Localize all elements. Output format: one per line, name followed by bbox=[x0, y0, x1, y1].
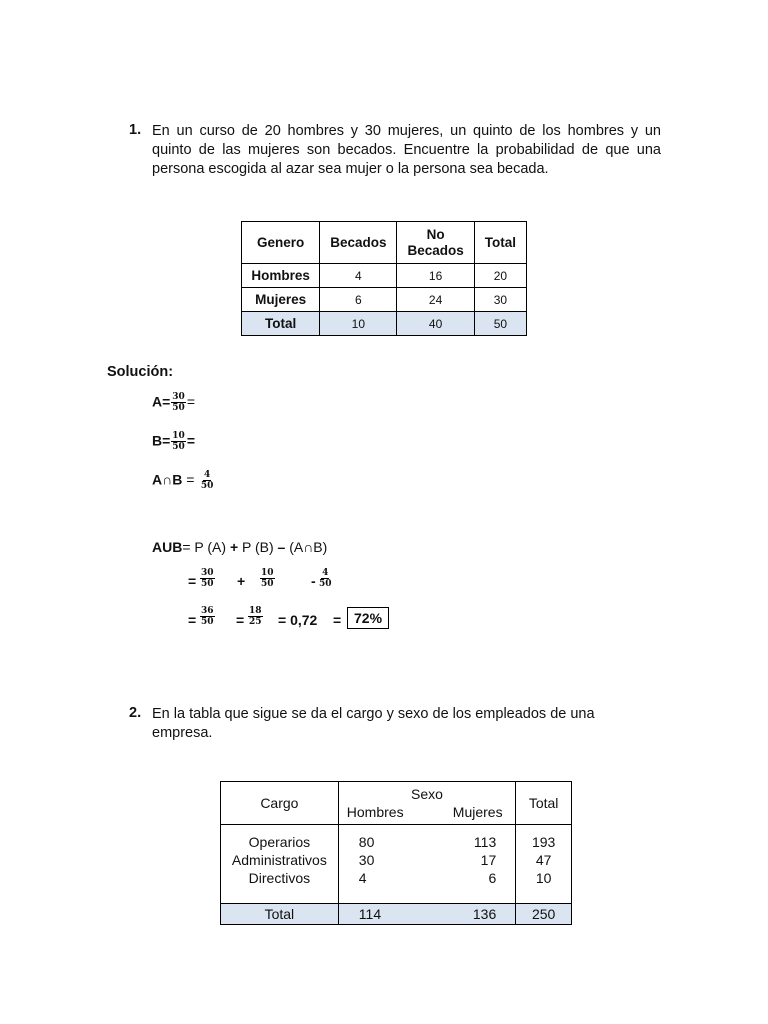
eq-intersection bbox=[152, 470, 215, 491]
result-box: 72% bbox=[347, 607, 389, 629]
denominator: 50 bbox=[319, 579, 332, 589]
hombres-cell: 30 bbox=[358, 852, 375, 868]
problem-2-number: 2. bbox=[129, 705, 142, 721]
eq-a-label: A= bbox=[152, 393, 171, 410]
total-cell: 193 bbox=[531, 834, 556, 850]
total-column bbox=[516, 825, 572, 904]
header-sexo bbox=[338, 782, 515, 825]
hombres-label: Hombres bbox=[346, 804, 404, 820]
header-total: Total bbox=[516, 782, 572, 825]
fraction bbox=[200, 470, 215, 491]
line3-decimal: = 0,72 bbox=[278, 612, 318, 628]
table-body-row bbox=[221, 825, 572, 904]
cell: 50 bbox=[474, 312, 526, 336]
line3-equals-2: = bbox=[236, 612, 245, 628]
cell: 24 bbox=[397, 288, 474, 312]
table-row bbox=[339, 869, 515, 887]
header-total: Total bbox=[474, 222, 526, 264]
header-cargo: Cargo bbox=[221, 782, 339, 825]
hombres-cell: 4 bbox=[358, 870, 367, 886]
row-label: Hombres bbox=[242, 264, 320, 288]
sexo-column bbox=[338, 825, 515, 904]
table-row bbox=[339, 833, 515, 851]
eq-b-tail: = bbox=[186, 432, 196, 449]
cell: 10 bbox=[320, 312, 397, 336]
table-row bbox=[242, 264, 527, 288]
cell: 6 bbox=[320, 288, 397, 312]
grand-total: 250 bbox=[516, 904, 572, 925]
line2-fraction-2 bbox=[259, 568, 276, 589]
denominator: 50 bbox=[172, 403, 185, 413]
table-total-row bbox=[242, 312, 527, 336]
line3-equals-3: = bbox=[333, 612, 342, 628]
union-formula-3: (A∩B) bbox=[285, 539, 328, 555]
mujeres-cell: 6 bbox=[488, 870, 497, 886]
header-no-becados-text: No Becados bbox=[407, 226, 464, 258]
problem-1-text: En un curso de 20 hombres y 30 mujeres, un quinto de los hombres y un quinto de las mujeres son becados. Encuentre la probabilidad de que una persona escogida al azar sea mujer o la persona sea becada. bbox=[152, 123, 661, 177]
eq-ab-equals: = bbox=[182, 471, 195, 488]
solution-heading: Solución: bbox=[107, 364, 174, 380]
plus-sign: + bbox=[229, 539, 239, 555]
denominator: 50 bbox=[200, 481, 214, 491]
hombres-cell: 80 bbox=[358, 834, 375, 850]
cell: 16 bbox=[397, 264, 474, 288]
numerator: 10 bbox=[261, 568, 274, 578]
header-becados: Becados bbox=[320, 222, 397, 264]
eq-a-tail: = bbox=[186, 393, 196, 410]
denominator: 25 bbox=[249, 617, 262, 627]
total-label: Total bbox=[221, 904, 339, 925]
cell: 20 bbox=[474, 264, 526, 288]
total-hombres: 114 bbox=[358, 906, 382, 922]
eq-ab-label: A∩B bbox=[152, 471, 183, 488]
table-row bbox=[242, 288, 527, 312]
cargo-cell: Directivos bbox=[248, 870, 311, 886]
row-label: Mujeres bbox=[242, 288, 320, 312]
numerator: 18 bbox=[249, 606, 262, 616]
header-no-becados bbox=[397, 222, 474, 264]
fraction bbox=[171, 392, 186, 413]
line2-fraction-1 bbox=[199, 568, 216, 589]
fraction bbox=[200, 568, 215, 589]
total-cell: 47 bbox=[535, 852, 552, 868]
problem-1-number: 1. bbox=[129, 122, 142, 138]
line2-minus: - bbox=[311, 573, 316, 589]
numerator: 10 bbox=[172, 431, 185, 441]
table-header-row bbox=[221, 782, 572, 825]
line3-fraction-2 bbox=[247, 606, 264, 627]
row-label: Total bbox=[242, 312, 320, 336]
denominator: 50 bbox=[201, 579, 214, 589]
fraction bbox=[248, 606, 263, 627]
line3-fraction-1 bbox=[199, 606, 216, 627]
denominator: 50 bbox=[261, 579, 274, 589]
sexo-label: Sexo bbox=[411, 786, 443, 802]
fraction bbox=[318, 568, 333, 589]
eq-b bbox=[152, 431, 195, 452]
fraction bbox=[200, 606, 215, 627]
numerator: 4 bbox=[204, 470, 211, 480]
mujeres-cell: 17 bbox=[480, 852, 497, 868]
denominator: 50 bbox=[201, 617, 214, 627]
cell: 30 bbox=[474, 288, 526, 312]
cargo-cell: Administrativos bbox=[231, 852, 327, 868]
table-row bbox=[339, 851, 515, 869]
header-genero: Genero bbox=[242, 222, 320, 264]
cargo-column bbox=[221, 825, 339, 904]
total-cell: 10 bbox=[535, 870, 552, 886]
numerator: 30 bbox=[201, 568, 214, 578]
union-formula-1: = P (A) bbox=[182, 539, 230, 555]
mujeres-cell: 113 bbox=[473, 834, 497, 850]
fraction bbox=[171, 431, 186, 452]
cargo-cell: Operarios bbox=[248, 834, 311, 850]
union-formula-2: P (B) bbox=[238, 539, 278, 555]
scholarship-table bbox=[241, 221, 527, 336]
eq-b-label: B= bbox=[152, 432, 171, 449]
eq-union bbox=[152, 539, 327, 555]
employees-table bbox=[220, 781, 572, 925]
fraction bbox=[260, 568, 275, 589]
total-sexo-cell bbox=[338, 904, 515, 925]
cell: 40 bbox=[397, 312, 474, 336]
numerator: 4 bbox=[322, 568, 329, 578]
problem-2-text: En la tabla que sigue se da el cargo y sexo de los empleados de una empresa. bbox=[152, 706, 595, 741]
cell: 4 bbox=[320, 264, 397, 288]
minus-sign: – bbox=[277, 539, 286, 555]
numerator: 30 bbox=[172, 392, 185, 402]
line2-fraction-3 bbox=[317, 568, 334, 589]
eq-a bbox=[152, 392, 195, 413]
line2-plus: + bbox=[237, 573, 246, 589]
table-total-row bbox=[221, 904, 572, 925]
table-header-row bbox=[242, 222, 527, 264]
total-mujeres: 136 bbox=[472, 906, 497, 922]
mujeres-label: Mujeres bbox=[452, 804, 503, 820]
numerator: 36 bbox=[201, 606, 214, 616]
denominator: 50 bbox=[172, 442, 185, 452]
line3-equals-1: = bbox=[188, 612, 197, 628]
line2-equals: = bbox=[188, 573, 197, 589]
union-label: AUB bbox=[152, 539, 183, 555]
